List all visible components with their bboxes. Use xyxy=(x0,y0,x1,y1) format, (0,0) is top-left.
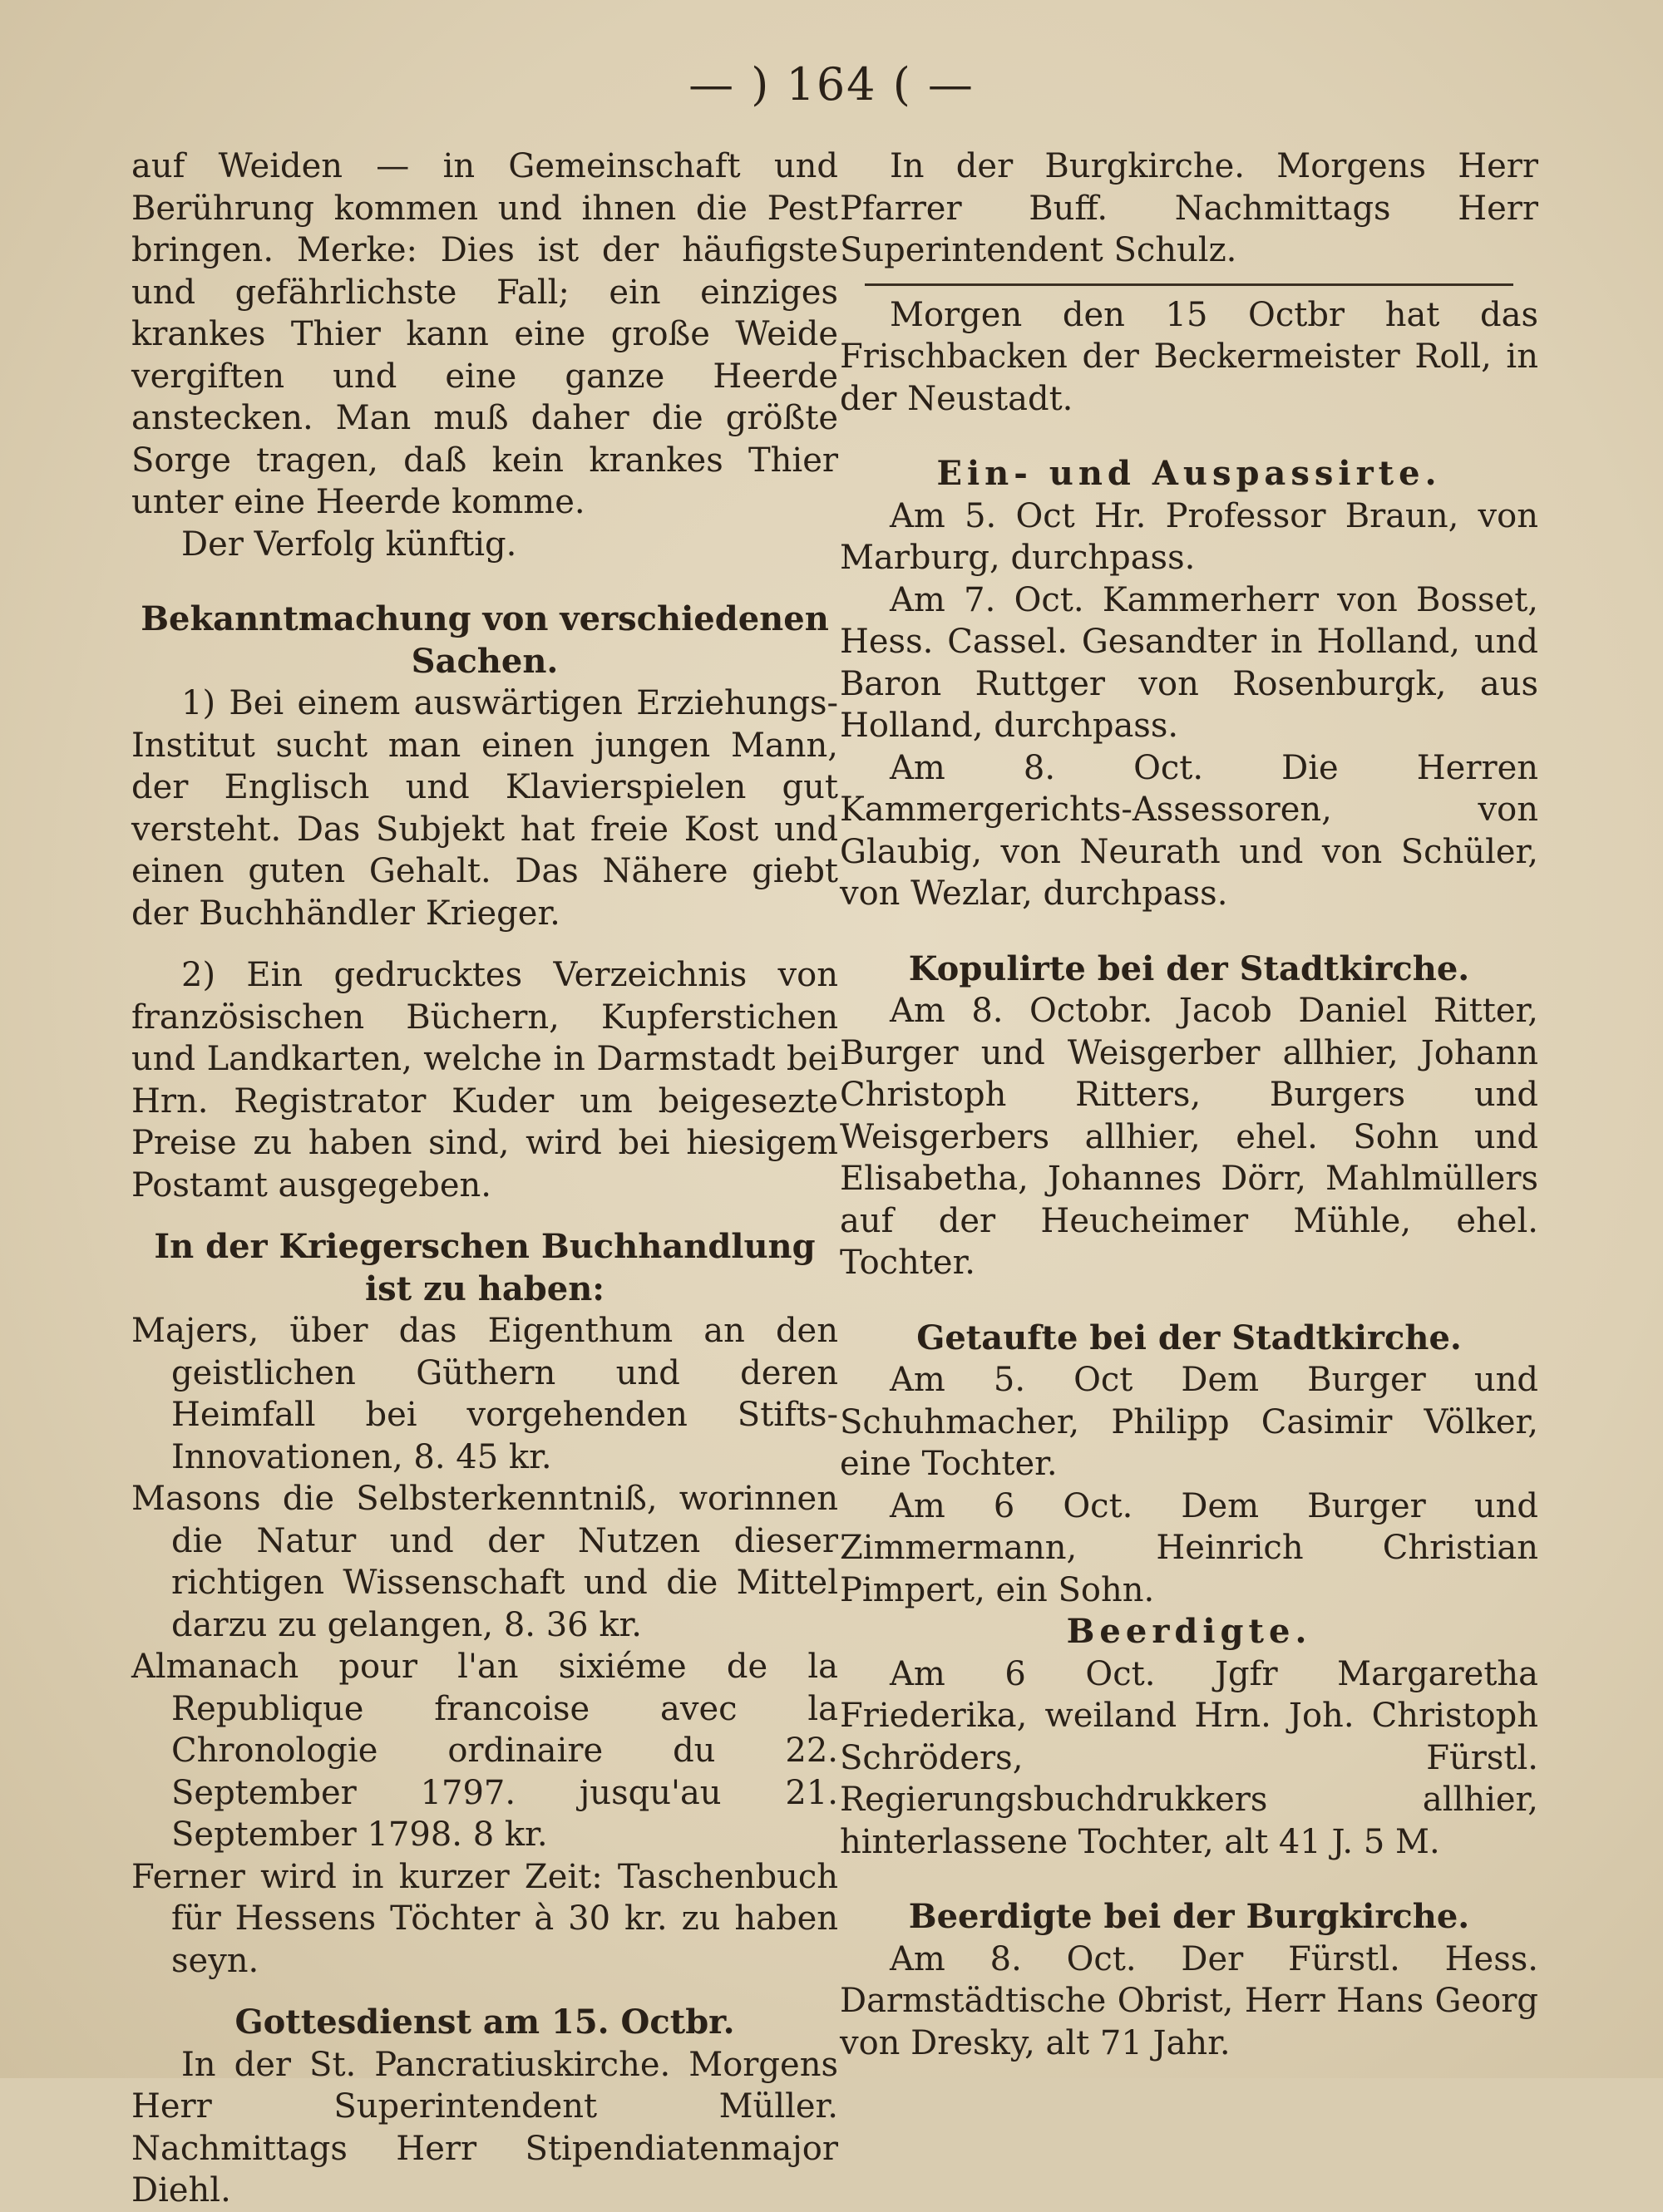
book-entry-1: Majers, über das Eigenthum an den geistlichen Güthern und deren Heimfall bei vorgehenden Stifts-Innovationen, 8. 45 kr. xyxy=(131,1312,838,1476)
announcements-heading: Bekanntmachung von verschiedenen Sachen. xyxy=(141,599,829,681)
announcement-item-1: 1) Bei einem auswärtigen Erziehungs-Institut sucht man einen jungen Mann, der Englisch und Klavierspielen gut versteht. Das Subjekt hat freie Kost und einen guten Gehalt. Das Nähere giebt der Buchhändler Krieger. xyxy=(131,684,838,933)
service-burgkirche: In der Burgkirche. Morgens Herr Pfarrer Buff. Nachmittags Herr Superintendent Schulz. xyxy=(840,147,1538,269)
travel-entry-3: Am 8. Oct. Die Herren Kammergerichts-Assessoren, von Glaubig, von Neurath und von Schüler, von Wezlar, durchpass. xyxy=(840,748,1538,913)
book-entry-3: Almanach pour l'an sixiéme de la Republique francoise avec la Chronologie ordinaire du 22. September 1797. jusqu'au 21. September 1798. 8 kr. xyxy=(131,1648,838,1854)
baptized-heading: Getaufte bei der Stadtkirche. xyxy=(916,1318,1462,1357)
baking-notice: Morgen den 15 Octbr hat das Frischbacken der Beckermeister Roll, in der Neustadt. xyxy=(840,295,1538,418)
continued-note: Der Verfolg künftig. xyxy=(181,525,517,564)
book-entry-2: Masons die Selbsterkenntniß, worinnen die Natur und der Nutzen dieser richtigen Wissenschaft und die Mittel darzu zu gelangen, 8. 36 kr. xyxy=(131,1480,838,1644)
paragraph-plague: auf Weiden — in Gemeinschaft und Berührung kommen und ihnen die Pest bringen. Merke: Dies ist der häufigste und gefährlichste Fall; ein einziges krankes Thier kann eine große Weide vergiften und eine ganze Heerde anstecken. Man muß daher die größte Sorge tragen, daß kein krankes Thier unter eine Heerde komme. xyxy=(131,147,838,521)
buried-castle-heading: Beerdigte bei der Burgkirche. xyxy=(908,1897,1470,1936)
buried-heading: Beerdigte. xyxy=(1066,1612,1312,1651)
married-heading: Kopulirte bei der Stadtkirche. xyxy=(908,948,1470,988)
page-number: — ) 164 ( — xyxy=(688,58,975,111)
buried-entry-2: Am 8. Oct. Der Fürstl. Hess. Darmstädtische Obrist, Herr Hans Georg von Dresky, alt 71 Jahr. xyxy=(840,1939,1538,2062)
married-entry-1: Am 8. Octobr. Jacob Daniel Ritter, Burger und Weisgerber allhier, Johann Christoph Ritters, Burgers und Weisgerbers allhier, ehel. Sohn und Elisabetha, Johannes Dörr, Mahlmüllers auf der Heucheimer Mühle, ehel. Tochter. xyxy=(840,992,1538,1282)
travel-heading: Ein- und Auspassirte. xyxy=(936,454,1442,493)
travel-entry-2: Am 7. Oct. Kammerherr von Bosset, Hess. Cassel. Gesandter in Holland, und Baron Ruttger von Rosenburgk, aus Holland, durchpass. xyxy=(840,580,1538,745)
baptized-entry-1: Am 5. Oct Dem Burger und Schuhmacher, Philipp Casimir Völker, eine Tochter. xyxy=(840,1361,1538,1483)
service-heading: Gottesdienst am 15. Octbr. xyxy=(234,2003,735,2042)
service-pancratius: In der St. Pancratiuskirche. Morgens Herr Superintendent Müller. Nachmittags Herr Stipendiatenmajor Diehl. xyxy=(131,2045,838,2210)
buried-entry-1: Am 6 Oct. Jgfr Margaretha Friederika, weiland Hrn. Joh. Christoph Schröders, Fürstl. Regierungsbuchdrukkers allhier, hinterlassene Tochter, alt 41 J. 5 M. xyxy=(840,1654,1538,1861)
bookshop-heading: In der Kriegerschen Buchhandlung ist zu haben: xyxy=(154,1227,816,1308)
left-column xyxy=(131,145,838,2212)
announcement-item-2: 2) Ein gedrucktes Verzeichnis von französischen Büchern, Kupferstichen und Landkarten, welche in Darmstadt bei Hrn. Registrator Kuder um beigesezte Preise zu haben sind, wird bei hiesigem Postamt ausgegeben. xyxy=(131,956,838,1205)
baptized-entry-2: Am 6 Oct. Dem Burger und Zimmermann, Heinrich Christian Pimpert, ein Sohn. xyxy=(840,1486,1538,1609)
right-column xyxy=(840,145,1538,2064)
book-entry-4: Ferner wird in kurzer Zeit: Taschenbuch für Hessens Töchter à 30 kr. zu haben seyn. xyxy=(131,1857,838,1980)
section-divider xyxy=(865,283,1513,286)
travel-entry-1: Am 5. Oct Hr. Professor Braun, von Marburg, durchpass. xyxy=(840,496,1538,577)
